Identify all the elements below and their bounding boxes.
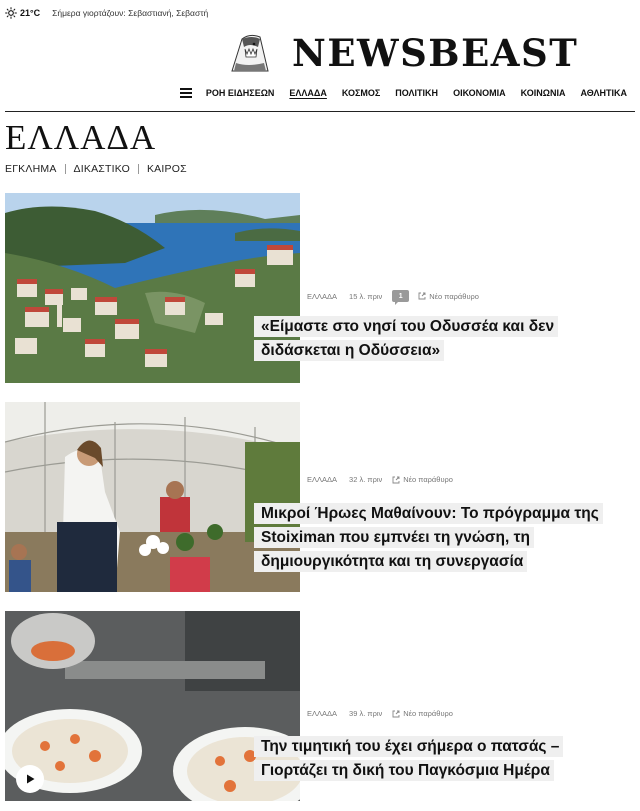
- subcategory-egklima[interactable]: ΕΓΚΛΗΜΑ: [5, 163, 57, 175]
- article-headline[interactable]: [254, 735, 614, 783]
- article-meta: [307, 709, 453, 718]
- article-headline-text: Μικροί Ήρωες Μαθαίνουν: Το πρόγραμμα της Stoiximan που εμπνέει τη γνώση, τη δημιουργικότητα και τη συνεργασία: [254, 503, 603, 572]
- article-headline-text: «Είμαστε στο νησί του Οδυσσέα και δεν διδάσκεται η Οδύσσεια»: [254, 316, 558, 361]
- external-link-icon: [418, 292, 426, 300]
- article-meta: [307, 290, 479, 302]
- nav-item-roi-eidiseon[interactable]: ΡΟΗ ΕΙΔΗΣΕΩΝ: [205, 88, 275, 98]
- article-category[interactable]: ΕΛΛΑΔΑ: [307, 475, 338, 484]
- site-logo[interactable]: [228, 30, 578, 76]
- temperature: 21°C: [20, 8, 41, 18]
- article-time: 15 λ. πριν: [349, 291, 383, 301]
- article-time: 32 λ. πριν: [349, 475, 383, 484]
- article-headline-text: Την τιμητική του έχει σήμερα ο πατσάς – Γιορτάζει τη δική του Παγκόσμια Ημέρα: [254, 736, 563, 781]
- nav-item-kosmos[interactable]: ΚΟΣΜΟΣ: [341, 88, 381, 98]
- play-icon: [24, 773, 36, 785]
- top-bar: [5, 6, 208, 20]
- subcategory-kairos[interactable]: ΚΑΙΡΟΣ: [146, 163, 187, 175]
- article-card: [5, 193, 635, 383]
- open-new-window-label: Νέο παράθυρο: [403, 709, 453, 718]
- comment-count-badge[interactable]: 1: [392, 290, 409, 302]
- nav-item-koinonia[interactable]: ΚΟΙΝΩΝΙΑ: [520, 88, 566, 98]
- subcategory-separator: [65, 164, 66, 174]
- external-link-icon: [392, 710, 400, 718]
- logo-wordmark: NEWSBEAST: [292, 30, 579, 75]
- page-title: ΕΛΛΑΔΑ: [5, 118, 157, 157]
- article-meta: [307, 475, 453, 484]
- menu-hamburger-icon[interactable]: [180, 88, 192, 98]
- open-new-window-label: Νέο παράθυρο: [403, 475, 453, 484]
- article-headline[interactable]: [254, 315, 614, 363]
- header-divider: [5, 111, 635, 112]
- open-new-window-link[interactable]: [418, 292, 479, 301]
- article-card: [5, 402, 635, 592]
- nav-item-oikonomia[interactable]: ΟΙΚΟΝΟΜΙΑ: [453, 88, 506, 98]
- subcategory-separator: [138, 164, 139, 174]
- article-category[interactable]: ΕΛΛΑΔΑ: [307, 709, 338, 718]
- main-nav: [180, 88, 627, 98]
- article-category[interactable]: ΕΛΛΑΔΑ: [307, 291, 338, 301]
- weather-sun-icon: [5, 7, 17, 19]
- nav-item-politiki[interactable]: ΠΟΛΙΤΙΚΗ: [395, 88, 439, 98]
- external-link-icon: [392, 476, 400, 484]
- shark-logo-icon: [228, 31, 272, 75]
- subcategory-links: [5, 163, 187, 175]
- open-new-window-link[interactable]: [392, 475, 453, 484]
- subcategory-dikastiko[interactable]: ΔΙΚΑΣΤΙΚΟ: [73, 163, 130, 175]
- nav-item-ellada[interactable]: ΕΛΛΑΔΑ: [289, 88, 327, 98]
- article-card: [5, 611, 635, 801]
- nameday-text: Σήμερα γιορτάζουν: Σεβαστιανή, Σεβαστή: [52, 8, 209, 18]
- article-headline[interactable]: [254, 502, 614, 574]
- open-new-window-label: Νέο παράθυρο: [429, 291, 479, 301]
- video-play-button[interactable]: [16, 765, 44, 793]
- open-new-window-link[interactable]: [392, 709, 453, 718]
- article-time: 39 λ. πριν: [349, 709, 383, 718]
- nav-item-athlitika[interactable]: ΑΘΛΗΤΙΚΑ: [580, 88, 627, 98]
